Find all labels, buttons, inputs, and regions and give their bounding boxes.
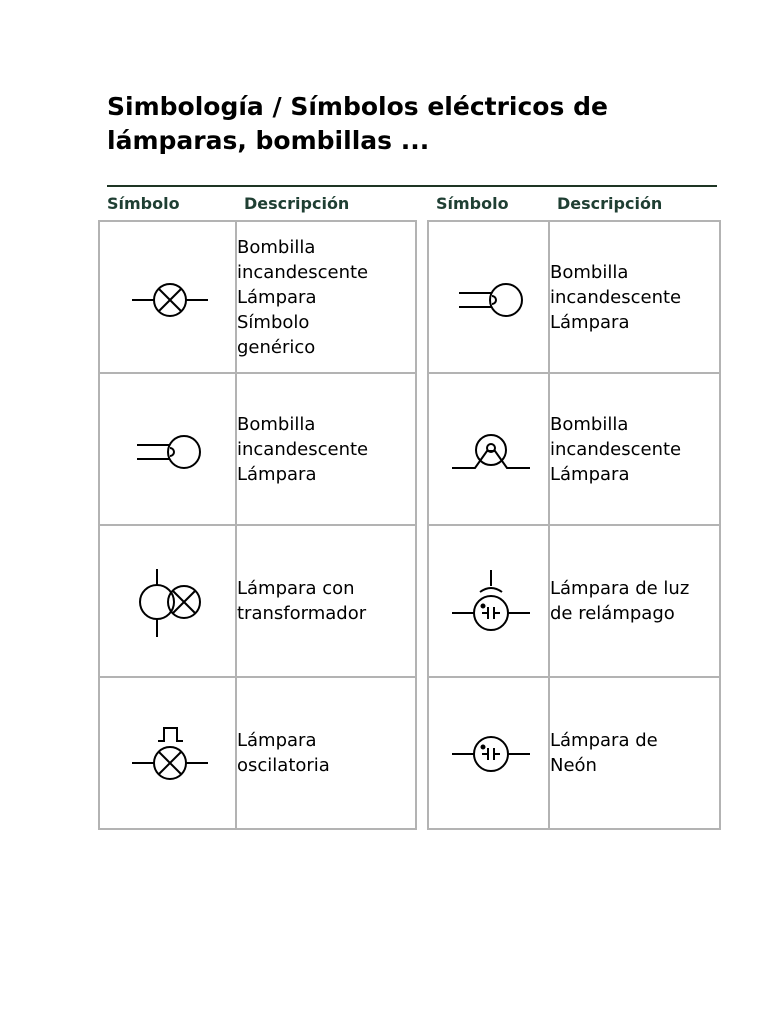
header-left-description: Descripción [244, 194, 350, 213]
header-right-symbol: Símbolo [436, 194, 509, 213]
description-text: Lámpara con transformador [237, 578, 367, 624]
flash-lamp-icon [429, 526, 548, 676]
symbol-cell [99, 525, 236, 677]
lamp-with-transformer-icon [100, 526, 235, 676]
table-row [99, 677, 416, 829]
left-symbol-table [98, 220, 417, 830]
incandescent-bulb-filament-icon [429, 374, 548, 524]
description-text: Bombilla incandescente Lámpara Símbolo genérico [237, 236, 369, 358]
description-text: Bombilla incandescente Lámpara [237, 413, 369, 485]
description-text: Lámpara de luz de relámpago [550, 578, 690, 624]
description-text: Bombilla incandescente Lámpara [550, 261, 682, 333]
symbol-cell [428, 677, 549, 829]
incandescent-bulb-generic-icon [100, 222, 235, 372]
description-cell [236, 677, 416, 829]
description-cell [549, 221, 720, 373]
description-text: Lámpara oscilatoria [237, 730, 330, 776]
table-row [428, 221, 720, 373]
symbol-cell [428, 221, 549, 373]
symbol-cell [428, 373, 549, 525]
table-row [428, 677, 720, 829]
incandescent-bulb-contact-icon [100, 374, 235, 524]
header-right-description: Descripción [557, 194, 663, 213]
description-cell [549, 373, 720, 525]
table-row [99, 525, 416, 677]
description-text: Lámpara de Neón [550, 730, 658, 776]
symbol-cell [428, 525, 549, 677]
description-cell [236, 373, 416, 525]
table-row [428, 373, 720, 525]
page-title: Simbología / Símbolos eléctricos de lámparas, bombillas ... [107, 92, 608, 155]
description-text: Bombilla incandescente Lámpara [550, 413, 682, 485]
neon-lamp-icon [429, 678, 548, 828]
oscillating-lamp-icon [100, 678, 235, 828]
header-rule [107, 185, 717, 187]
symbol-cell [99, 221, 236, 373]
table-row [428, 525, 720, 677]
symbol-cell [99, 373, 236, 525]
symbol-cell [99, 677, 236, 829]
table-row [99, 373, 416, 525]
right-symbol-table [427, 220, 721, 830]
description-cell [236, 221, 416, 373]
incandescent-bulb-socket-icon [429, 222, 548, 372]
header-left-symbol: Símbolo [107, 194, 180, 213]
description-cell [236, 525, 416, 677]
description-cell [549, 525, 720, 677]
table-row [99, 221, 416, 373]
description-cell [549, 677, 720, 829]
